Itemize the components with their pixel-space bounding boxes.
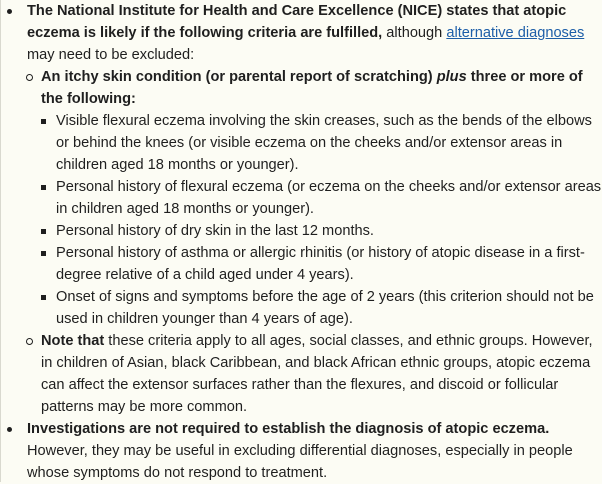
circle-bullet-icon <box>26 74 33 81</box>
criteria-point <box>56 176 602 220</box>
alternative-diagnoses-link[interactable]: alternative diagnoses <box>446 25 585 41</box>
criteria-point <box>56 286 602 330</box>
sub-item-note <box>41 330 602 418</box>
square-bullet-icon <box>41 251 46 256</box>
criteria-point <box>56 110 602 176</box>
plus-text: plus <box>436 69 467 85</box>
bullet-icon <box>7 9 12 14</box>
itchy-skin-heading: An itchy skin condition (or parental report of scratching) <box>41 69 433 85</box>
bullet-icon <box>7 427 12 432</box>
intro-text-b: may need to be excluded: <box>27 47 195 63</box>
list-item-investigations <box>27 418 602 484</box>
note-text: these criteria apply to all ages, social classes, and ethnic groups. However, in children of Asian, black Caribbean, and black African ethnic groups, atopic eczema can affect the extensor surfaces rather than the flexures, and discoid or follicular patterns may be more common. <box>41 333 593 415</box>
square-bullet-icon <box>41 119 46 124</box>
criteria-point-text: Onset of signs and symptoms before the age of 2 years (this criterion should not be used in children younger than 4 years of age). <box>56 289 594 327</box>
investigations-heading: Investigations are not required to establish the diagnosis of atopic eczema. <box>27 421 550 437</box>
nice-criteria-heading: The National Institute for Health and Care Excellence (NICE) states that atopic eczema is likely if the following criteria are fulfilled, <box>27 3 567 41</box>
criteria-list <box>1 0 602 484</box>
investigations-text: However, they may be useful in excluding differential diagnoses, especially in people whose symptoms do not respond to treatment. <box>27 443 573 481</box>
criteria-points-list <box>41 110 602 330</box>
square-bullet-icon <box>41 229 46 234</box>
criteria-point <box>56 242 602 286</box>
three-or-more-text: three or more of the following: <box>41 69 583 107</box>
criteria-point-text: Personal history of flexural eczema (or eczema on the cheeks and/or extensor areas in children aged 18 months or younger). <box>56 179 602 217</box>
square-bullet-icon <box>41 185 46 190</box>
sub-item-itchy-skin <box>41 66 602 330</box>
criteria-point-text: Personal history of dry skin in the last 12 months. <box>56 223 374 239</box>
circle-bullet-icon <box>26 338 33 345</box>
square-bullet-icon <box>41 295 46 300</box>
intro-text-a: although <box>382 25 447 41</box>
sub-list <box>27 66 602 418</box>
list-item-nice-criteria <box>27 0 602 418</box>
criteria-point <box>56 220 602 242</box>
criteria-point-text: Personal history of asthma or allergic rhinitis (or history of atopic disease in a first-degree relative of a child aged under 4 years). <box>56 245 585 283</box>
criteria-point-text: Visible flexural eczema involving the skin creases, such as the bends of the elbows or behind the knees (or visible eczema on the cheeks and/or extensor areas in children aged 18 months or younger). <box>56 113 592 173</box>
note-heading: Note that <box>41 333 105 349</box>
